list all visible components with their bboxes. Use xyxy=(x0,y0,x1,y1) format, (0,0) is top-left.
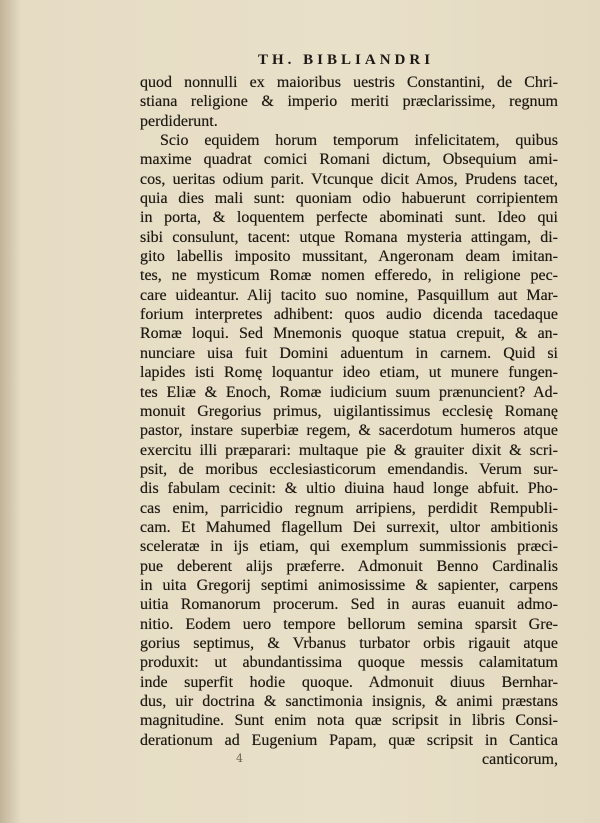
text-line: Scio equidem horum temporum infelicitatem, quibus xyxy=(160,132,558,150)
text-line: cam. Et Mahumed flagellum Dei surrexit, ultor ambitionis xyxy=(140,518,558,536)
text-line: maxime quadrat comici Romani dictum, Obsequium ami- xyxy=(140,151,558,169)
text-line: monuit Gregorius primus, uigilantissimus ecclesię Romanę xyxy=(140,402,558,420)
text-line: quod nonnulli ex maioribus uestris Constantini, de Chri- xyxy=(140,74,558,91)
text-line: exercitu illi præparari: multaque pie & grauiter dixit & scri- xyxy=(140,441,558,459)
running-head: TH. BIBLIANDRI xyxy=(258,52,435,68)
footer-mark: 4 xyxy=(236,752,243,765)
text-line: sceleratæ in ijs etiam, qui exemplum summissionis præci- xyxy=(140,538,558,556)
catchword: canticorum, xyxy=(482,751,558,769)
text-line: uitia Romanorum procerum. Sed in auras euanuit admo- xyxy=(140,596,558,614)
text-line: psit, de moribus ecclesiasticorum emendandis. Verum sur- xyxy=(140,460,558,478)
text-line: lapides isti Romę loquantur ideo etiam, ut munere fungen- xyxy=(140,364,558,382)
text-line: dis fabulam cecinit: & ultio diuina haud longe abfuit. Pho- xyxy=(140,480,558,498)
text-line: forium interpretes adhibent: quos audio dicenda tacedaque xyxy=(140,306,558,324)
text-line: nitio. Eodem uero tempore bellorum semina sparsit Gre- xyxy=(140,615,558,633)
text-line: dus, uir doctrina & sanctimonia insignis, & animi præstans xyxy=(140,693,558,710)
text-line: tes Eliæ & Enoch, Romæ iudicium suum prænuncient? Ad- xyxy=(140,383,558,401)
text-line: tes, ne mysticum Romæ nomen efferedo, in religione pec- xyxy=(140,267,558,285)
text-line: gorius septimus, & Vrbanus turbator orbis rigauit atque xyxy=(140,634,558,652)
text-line: pue deberent alijs præferre. Admonuit Benno Cardinalis xyxy=(140,557,558,575)
text-line: inde superfit hodie quoque. Admonuit diuus Bernhar- xyxy=(140,673,558,691)
text-line: cos, ueritas odium parit. Vtcunque dicit Amos, Prudens tacet, xyxy=(140,170,558,188)
text-line: perdiderunt. xyxy=(140,112,218,130)
text-block xyxy=(140,73,558,769)
text-line: quia dies mali sunt: quoniam odio habuerunt corripientem xyxy=(140,190,558,208)
text-line: cas enim, parricidio regnum arripiens, perdidit Rempubli- xyxy=(140,499,558,517)
text-line: Romæ loqui. Sed Mnemonis quoque statua crepuit, & an- xyxy=(140,325,558,343)
text-line: pastor, instare superbiæ regem, & sacerdotum humeros atque xyxy=(140,422,558,440)
text-line: nunciare uisa fuit Domini aduentum in carnem. Quid si xyxy=(140,344,558,362)
spine-shadow xyxy=(0,0,22,823)
text-line: derationum ad Eugenium Papam, quæ scripsit in Cantica xyxy=(140,731,558,749)
text-line: stiana religione & imperio meriti præclarissime, regnum xyxy=(140,93,558,111)
text-line: in uita Gregorij septimi animosissime & sapienter, carpens xyxy=(140,576,558,594)
text-line: gito labellis imposito mussitant, Angeronam deam imitan- xyxy=(140,248,558,266)
text-line: in porta, & loquentem perfecte abominati sunt. Ideo qui xyxy=(140,209,558,227)
text-line: produxit: ut abundantissima quoque messis calamitatum xyxy=(140,654,558,672)
text-line: care uideantur. Alij tacito suo nomine, Pasquillum aut Mar- xyxy=(140,286,558,304)
text-line: magnitudine. Sunt enim nota quæ scripsit in libris Consi- xyxy=(140,712,558,730)
text-line: sibi consulunt, tacent: utque Romana mysteria attingam, di- xyxy=(140,228,558,246)
